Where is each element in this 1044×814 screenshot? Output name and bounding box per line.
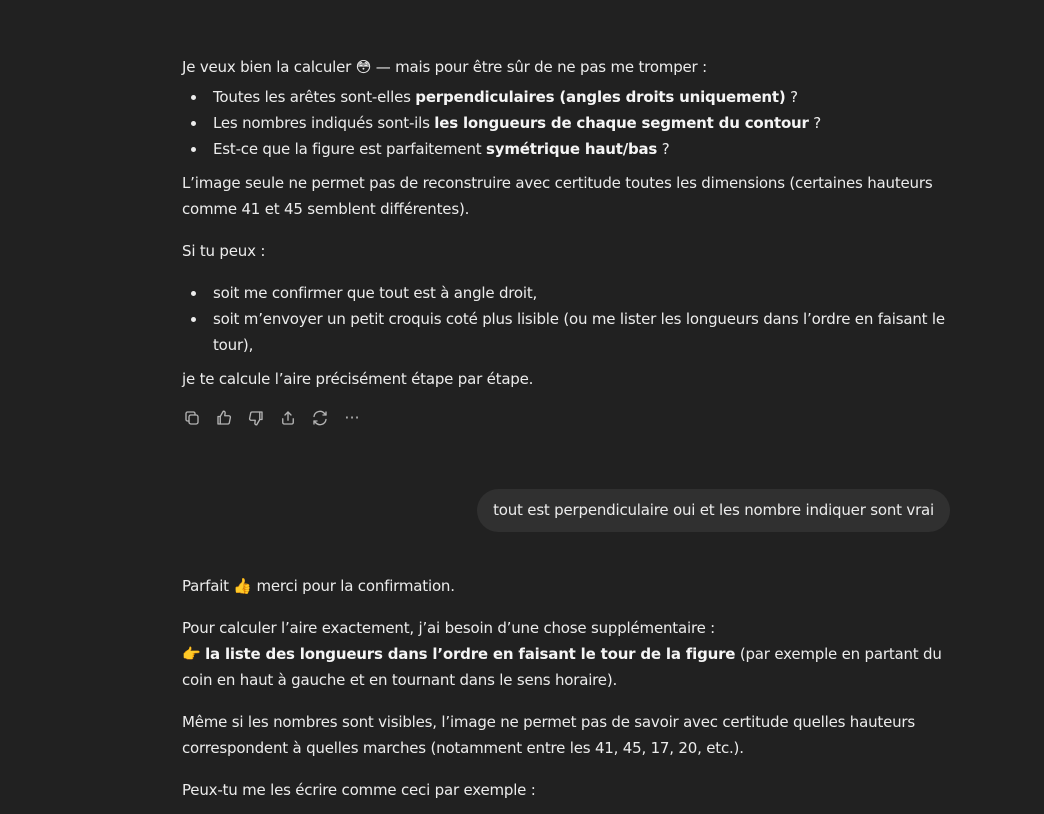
more-button[interactable] xyxy=(336,402,368,434)
list-item: soit m’envoyer un petit croquis coté plus lisible (ou me lister les longueurs dans l’ordre en faisant le tour), xyxy=(182,306,950,358)
paragraph: Même si les nombres sont visibles, l’image ne permet pas de savoir avec certitude quelles hauteurs correspondent à quelles marches (notamment entre les 41, 45, 17, 20, etc.). xyxy=(182,713,915,757)
share-button[interactable] xyxy=(272,402,304,434)
thumbs-down-button[interactable] xyxy=(240,402,272,434)
thumbs-down-icon xyxy=(247,409,265,427)
assistant-message xyxy=(182,573,950,803)
more-icon: ··· xyxy=(344,408,360,427)
list-item: Toutes les arêtes sont-elles perpendiculaires (angles droits uniquement) ? xyxy=(182,84,950,110)
copy-icon xyxy=(183,409,201,427)
question-list xyxy=(182,84,950,162)
intro-paragraph: Je veux bien la calculer 😳 — mais pour être sûr de ne pas me tromper : xyxy=(182,58,707,76)
message-actions xyxy=(176,402,950,434)
user-message-bubble xyxy=(477,489,950,532)
thumbs-up-icon xyxy=(215,409,233,427)
paragraph: L’image seule ne permet pas de reconstruire avec certitude toutes les dimensions (certaines hauteurs comme 41 et 45 semblent différentes). xyxy=(182,174,933,218)
paragraph: Peux-tu me les écrire comme ceci par exemple : xyxy=(182,781,536,799)
thumbs-up-emoji: 👍 xyxy=(233,577,252,595)
paragraph: je te calcule l’aire précisément étape par étape. xyxy=(182,370,534,388)
paragraph: Parfait 👍 merci pour la confirmation. xyxy=(182,577,455,595)
thumbs-up-button[interactable] xyxy=(208,402,240,434)
assistant-message xyxy=(182,54,950,434)
list-item: Est-ce que la figure est parfaitement symétrique haut/bas ? xyxy=(182,136,950,162)
list-item: soit me confirmer que tout est à angle droit, xyxy=(182,280,950,306)
copy-button[interactable] xyxy=(176,402,208,434)
paragraph: Si tu peux : xyxy=(182,242,266,260)
regenerate-button[interactable] xyxy=(304,402,336,434)
paragraph: Pour calculer l’aire exactement, j’ai besoin d’une chose supplémentaire : 👉 la liste des longueurs dans l’ordre en faisant le tour de la figure (par exemple en partant du coin en haut à gauche et en tournant dans le sens horaire). xyxy=(182,619,942,689)
user-message-text: tout est perpendiculaire oui et les nombre indiquer sont vrai xyxy=(493,501,934,519)
option-list xyxy=(182,280,950,358)
list-item: Les nombres indiqués sont-ils les longueurs de chaque segment du contour ? xyxy=(182,110,950,136)
regenerate-icon xyxy=(311,409,329,427)
pointing-right-emoji: 👉 xyxy=(182,645,201,663)
share-icon xyxy=(279,409,297,427)
flushed-face-emoji: 😳 xyxy=(355,58,372,76)
